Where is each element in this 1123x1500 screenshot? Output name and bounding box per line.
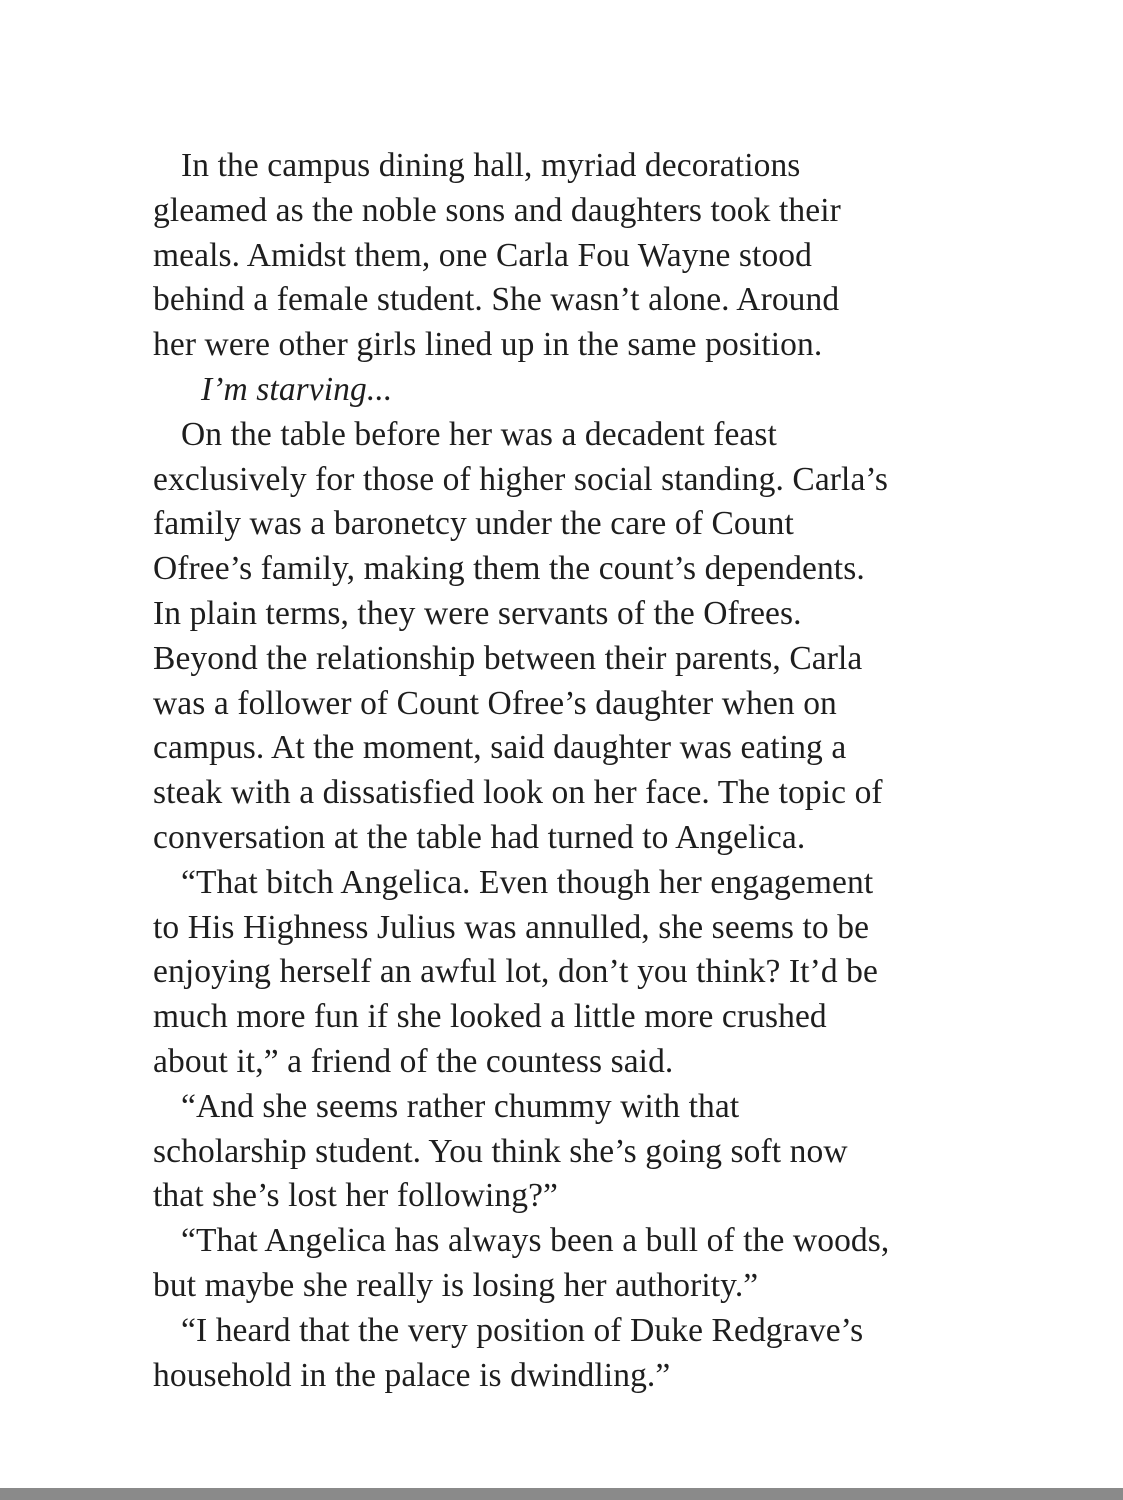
text-line: but maybe she really is losing her authority.” bbox=[153, 1266, 759, 1304]
text-line: to His Highness Julius was annulled, she seems to be bbox=[153, 908, 870, 946]
text-line: scholarship student. You think she’s going soft now bbox=[153, 1132, 848, 1170]
inner-thought-line: I’m starving... bbox=[201, 370, 393, 408]
text-line: meals. Amidst them, one Carla Fou Wayne stood bbox=[153, 236, 813, 274]
text-line: Beyond the relationship between their parents, Carla bbox=[153, 639, 863, 677]
text-line: campus. At the moment, said daughter was eating a bbox=[153, 729, 847, 767]
text-line: was a follower of Count Ofree’s daughter when on bbox=[153, 684, 837, 722]
text-line: enjoying herself an awful lot, don’t you think? It’d be bbox=[153, 953, 878, 991]
bottom-edge-bar bbox=[0, 1488, 1123, 1500]
text-line: gleamed as the noble sons and daughters took their bbox=[153, 191, 841, 229]
text-line: her were other girls lined up in the same position. bbox=[153, 326, 823, 364]
text-line: In the campus dining hall, myriad decorations bbox=[181, 147, 801, 184]
page-text bbox=[153, 144, 953, 1398]
text-line: “That Angelica has always been a bull of the woods, bbox=[181, 1222, 890, 1260]
text-line: conversation at the table had turned to Angelica. bbox=[153, 818, 806, 856]
text-line: family was a baronetcy under the care of Count bbox=[153, 505, 794, 543]
text-line: Ofree’s family, making them the count’s dependents. bbox=[153, 550, 865, 588]
text-line: behind a female student. She wasn’t alone. Around bbox=[153, 281, 840, 319]
text-line: steak with a dissatisfied look on her face. The topic of bbox=[153, 774, 883, 812]
text-line: “That bitch Angelica. Even though her engagement bbox=[181, 863, 874, 901]
text-line: that she’s lost her following?” bbox=[153, 1177, 559, 1215]
text-line: “I heard that the very position of Duke Redgrave’s bbox=[181, 1311, 864, 1349]
text-line: household in the palace is dwindling.” bbox=[153, 1356, 671, 1394]
text-line: “And she seems rather chummy with that bbox=[181, 1087, 740, 1125]
text-line: much more fun if she looked a little more crushed bbox=[153, 998, 827, 1036]
text-line: In plain terms, they were servants of the Ofrees. bbox=[153, 594, 802, 632]
text-line: On the table before her was a decadent feast bbox=[181, 415, 777, 453]
text-line: exclusively for those of higher social standing. Carla’s bbox=[153, 460, 888, 498]
text-line: about it,” a friend of the countess said. bbox=[153, 1042, 674, 1080]
